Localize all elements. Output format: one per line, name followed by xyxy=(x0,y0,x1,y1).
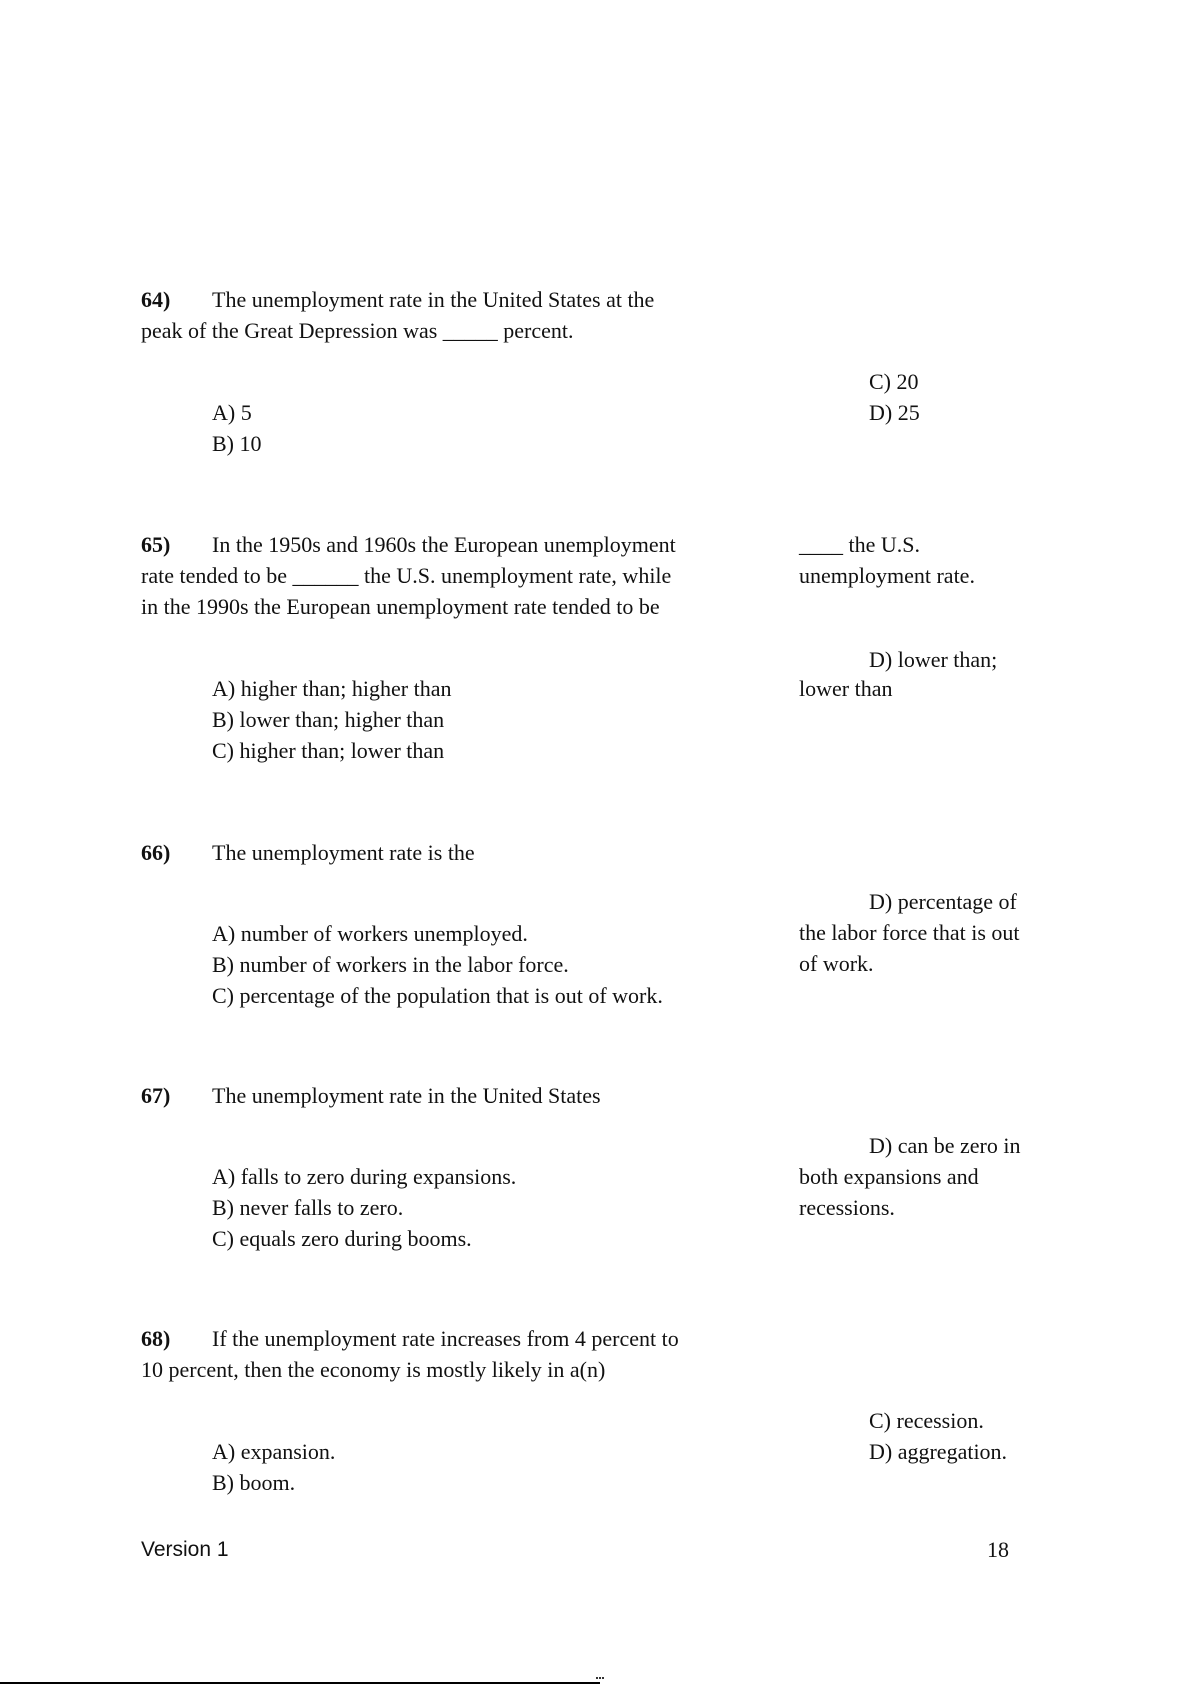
option-c: C) recession. xyxy=(869,1408,984,1433)
option-c: C) percentage of the population that is out of work. xyxy=(212,983,663,1008)
option-b: B) 10 xyxy=(212,431,262,456)
option-d: D) percentage of xyxy=(869,889,1017,914)
question-number: 67) xyxy=(141,1083,171,1108)
option-d-continuation: both expansions and xyxy=(799,1164,979,1189)
question-65-stem-line: rate tended to be ______ the U.S. unemployment rate, while xyxy=(141,563,672,588)
question-65-stem-continuation: unemployment rate. xyxy=(799,563,975,588)
page-bottom-mark xyxy=(596,1677,604,1682)
option-d: D) aggregation. xyxy=(869,1439,1008,1464)
option-d-continuation: recessions. xyxy=(799,1195,895,1220)
option-c: C) 20 xyxy=(869,369,919,394)
question-65-stem-line: in the 1990s the European unemployment rate tended to be xyxy=(141,594,660,619)
question-number: 65) xyxy=(141,532,171,557)
question-text: In the 1950s and 1960s the European unemployment xyxy=(212,532,676,557)
option-d: D) 25 xyxy=(869,400,920,425)
question-68-stem xyxy=(141,1323,679,1354)
option-a: A) falls to zero during expansions. xyxy=(212,1164,517,1189)
option-b: B) number of workers in the labor force. xyxy=(212,952,569,977)
option-b: B) boom. xyxy=(212,1470,296,1495)
option-a: A) number of workers unemployed. xyxy=(212,921,528,946)
option-d-continuation: of work. xyxy=(799,951,874,976)
question-text: The unemployment rate in the United States at the xyxy=(212,287,655,312)
option-a: A) expansion. xyxy=(212,1439,336,1464)
option-b: B) never falls to zero. xyxy=(212,1195,404,1220)
question-65-stem-continuation: ____ the U.S. xyxy=(799,532,920,557)
question-68-stem-line: 10 percent, then the economy is mostly likely in a(n) xyxy=(141,1357,606,1382)
question-text: If the unemployment rate increases from 4 percent to xyxy=(212,1326,679,1351)
question-text: The unemployment rate is the xyxy=(212,840,475,865)
option-b: B) lower than; higher than xyxy=(212,707,445,732)
question-67-stem xyxy=(141,1080,601,1111)
footer-version: Version 1 xyxy=(141,1538,229,1561)
question-number: 68) xyxy=(141,1326,171,1351)
option-a: A) 5 xyxy=(212,400,252,425)
option-c: C) equals zero during booms. xyxy=(212,1226,472,1251)
question-number: 64) xyxy=(141,287,171,312)
footer-page-number: 18 xyxy=(987,1537,1009,1562)
question-66-stem xyxy=(141,837,475,868)
option-d: D) lower than; xyxy=(869,647,998,672)
option-d-continuation: the labor force that is out xyxy=(799,920,1020,945)
option-d-continuation: lower than xyxy=(799,676,893,701)
question-64-stem xyxy=(141,284,654,315)
option-d: D) can be zero in xyxy=(869,1133,1021,1158)
question-number: 66) xyxy=(141,840,171,865)
question-65-stem xyxy=(141,529,676,560)
option-a: A) higher than; higher than xyxy=(212,676,452,701)
question-text: The unemployment rate in the United States xyxy=(212,1083,601,1108)
option-c: C) higher than; lower than xyxy=(212,738,445,763)
question-64-stem-line: peak of the Great Depression was _____ percent. xyxy=(141,318,574,343)
page-bottom-rule xyxy=(0,1682,600,1684)
